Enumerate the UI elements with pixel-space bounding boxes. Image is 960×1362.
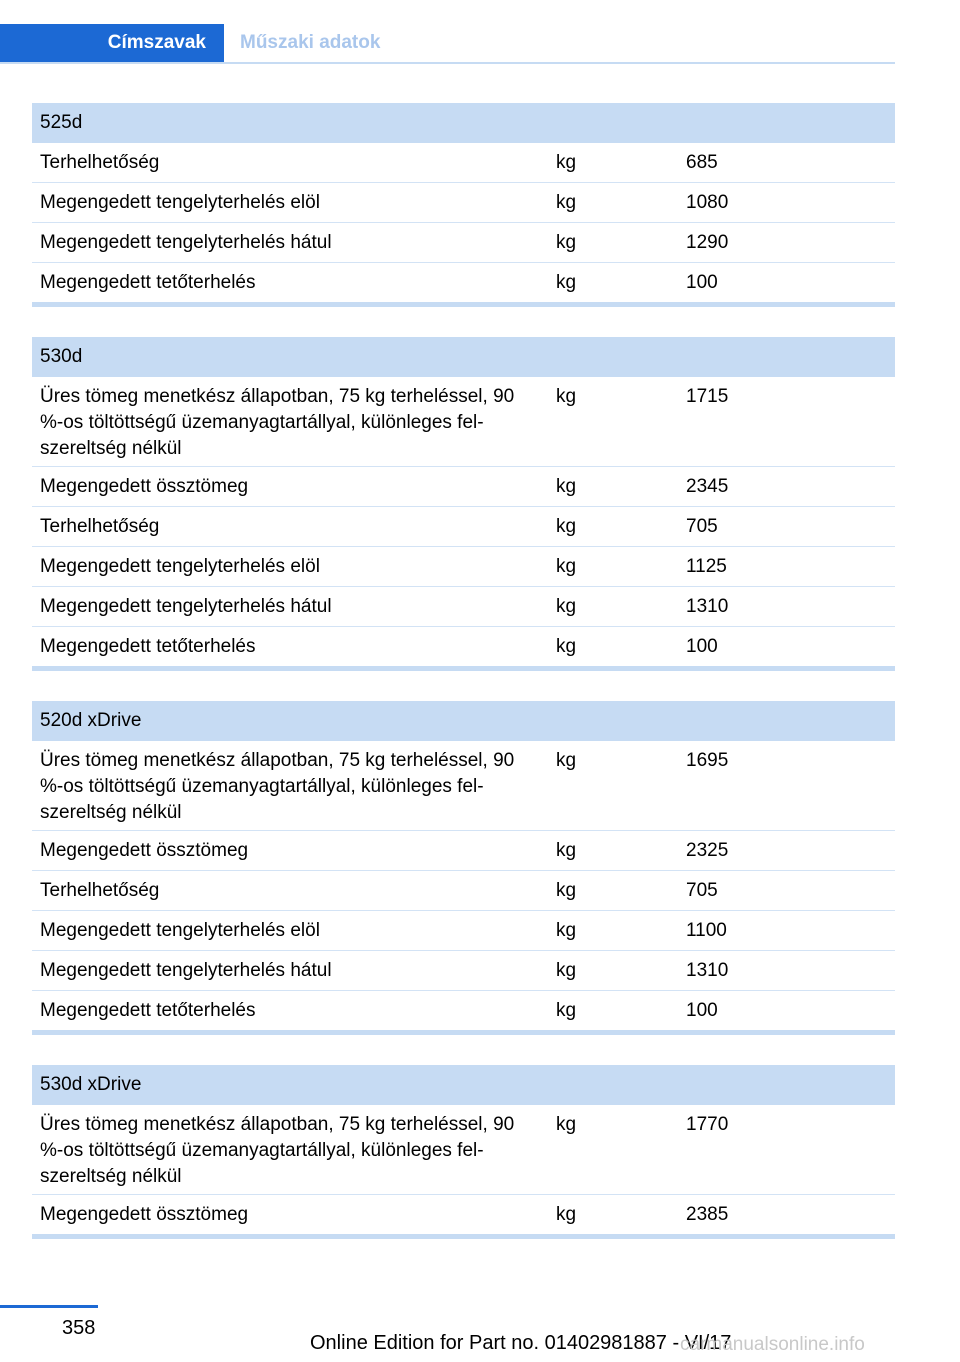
table-header: 530d xDrive xyxy=(32,1065,895,1105)
table-row xyxy=(32,1195,895,1234)
row-label: Megengedett tengelyterhelés hátul xyxy=(40,232,332,253)
table-row xyxy=(32,1105,895,1195)
row-label: Megengedett össztömeg xyxy=(40,840,249,861)
row-label: Üres tömeg menetkész állapotban, 75 kg terheléssel, 90 %-os töltöttségű üzemanyagtartállyal, különleges fel-szereltség nélkül xyxy=(40,386,515,459)
row-value: 100 xyxy=(686,272,718,293)
row-unit: kg xyxy=(556,880,577,901)
spec-table-530d xyxy=(32,337,895,671)
edition-note: Online Edition for Part no. 01402981887 - VI/17 xyxy=(310,1332,732,1354)
row-value: 2325 xyxy=(686,840,729,861)
table-header: 525d xyxy=(32,103,895,143)
row-label: Megengedett tetőterhelés xyxy=(40,636,256,657)
row-unit: kg xyxy=(556,152,577,173)
row-label: Üres tömeg menetkész állapotban, 75 kg terheléssel, 90 %-os töltöttségű üzemanyagtartállyal, különleges fel-szereltség nélkül xyxy=(40,1114,515,1187)
row-label: Megengedett tengelyterhelés elöl xyxy=(40,192,320,213)
spec-table-520d-xdrive xyxy=(32,701,895,1035)
tab-muszaki-adatok[interactable]: Műszaki adatok xyxy=(240,32,381,53)
row-unit: kg xyxy=(556,920,577,941)
row-value: 705 xyxy=(686,880,718,901)
row-value: 1310 xyxy=(686,960,729,981)
row-value: 1695 xyxy=(686,750,729,771)
row-value: 2345 xyxy=(686,476,729,497)
row-label: Megengedett tengelyterhelés elöl xyxy=(40,556,320,577)
table-header: 530d xyxy=(32,337,895,377)
table-row xyxy=(32,263,895,302)
row-label: Megengedett tetőterhelés xyxy=(40,1000,256,1021)
table-row xyxy=(32,183,895,223)
row-label: Megengedett tengelyterhelés elöl xyxy=(40,920,320,941)
row-value: 1100 xyxy=(686,920,727,941)
row-label: Megengedett tetőterhelés xyxy=(40,272,256,293)
row-unit: kg xyxy=(556,636,577,657)
table-row xyxy=(32,741,895,831)
row-unit: kg xyxy=(556,1000,577,1021)
row-value: 1770 xyxy=(686,1114,729,1135)
table-row xyxy=(32,467,895,507)
watermark: carmanualsonline.info xyxy=(680,1334,865,1355)
row-unit: kg xyxy=(556,1114,577,1135)
table-row xyxy=(32,377,895,467)
row-label: Megengedett össztömeg xyxy=(40,476,249,497)
row-value: 100 xyxy=(686,1000,718,1021)
row-label: Megengedett tengelyterhelés hátul xyxy=(40,960,332,981)
row-unit: kg xyxy=(556,556,577,577)
row-label: Megengedett tengelyterhelés hátul xyxy=(40,596,332,617)
row-label: Terhelhetőség xyxy=(40,880,160,901)
row-unit: kg xyxy=(556,840,577,861)
row-unit: kg xyxy=(556,516,577,537)
row-unit: kg xyxy=(556,476,577,497)
row-unit: kg xyxy=(556,1204,577,1225)
row-value: 100 xyxy=(686,636,718,657)
row-label: Terhelhetőség xyxy=(40,152,160,173)
table-row xyxy=(32,223,895,263)
row-value: 1125 xyxy=(686,556,727,577)
table-row xyxy=(32,911,895,951)
row-unit: kg xyxy=(556,750,577,771)
table-row xyxy=(32,951,895,991)
top-navigation xyxy=(0,24,895,64)
row-unit: kg xyxy=(556,960,577,981)
table-row xyxy=(32,143,895,183)
row-label: Üres tömeg menetkész állapotban, 75 kg terheléssel, 90 %-os töltöttségű üzemanyagtartállyal, különleges fel-szereltség nélkül xyxy=(40,750,515,823)
row-label: Megengedett össztömeg xyxy=(40,1204,249,1225)
table-row xyxy=(32,587,895,627)
row-unit: kg xyxy=(556,192,577,213)
row-unit: kg xyxy=(556,596,577,617)
table-row xyxy=(32,547,895,587)
row-unit: kg xyxy=(556,232,577,253)
tab-cimszavak[interactable]: Címszavak xyxy=(0,24,224,62)
row-value: 1715 xyxy=(686,386,729,407)
row-value: 685 xyxy=(686,152,718,173)
row-value: 1310 xyxy=(686,596,729,617)
row-value: 2385 xyxy=(686,1204,729,1225)
row-value: 1080 xyxy=(686,192,729,213)
row-unit: kg xyxy=(556,272,577,293)
footer-accent-line xyxy=(0,1305,98,1308)
table-row xyxy=(32,831,895,871)
table-row xyxy=(32,507,895,547)
table-header: 520d xDrive xyxy=(32,701,895,741)
row-value: 705 xyxy=(686,516,718,537)
row-unit: kg xyxy=(556,386,577,407)
row-value: 1290 xyxy=(686,232,729,253)
spec-table-530d-xdrive xyxy=(32,1065,895,1239)
table-row xyxy=(32,991,895,1030)
table-row xyxy=(32,627,895,666)
spec-table-525d xyxy=(32,103,895,307)
row-label: Terhelhetőség xyxy=(40,516,160,537)
table-row xyxy=(32,871,895,911)
page-number: 358 xyxy=(62,1317,96,1339)
